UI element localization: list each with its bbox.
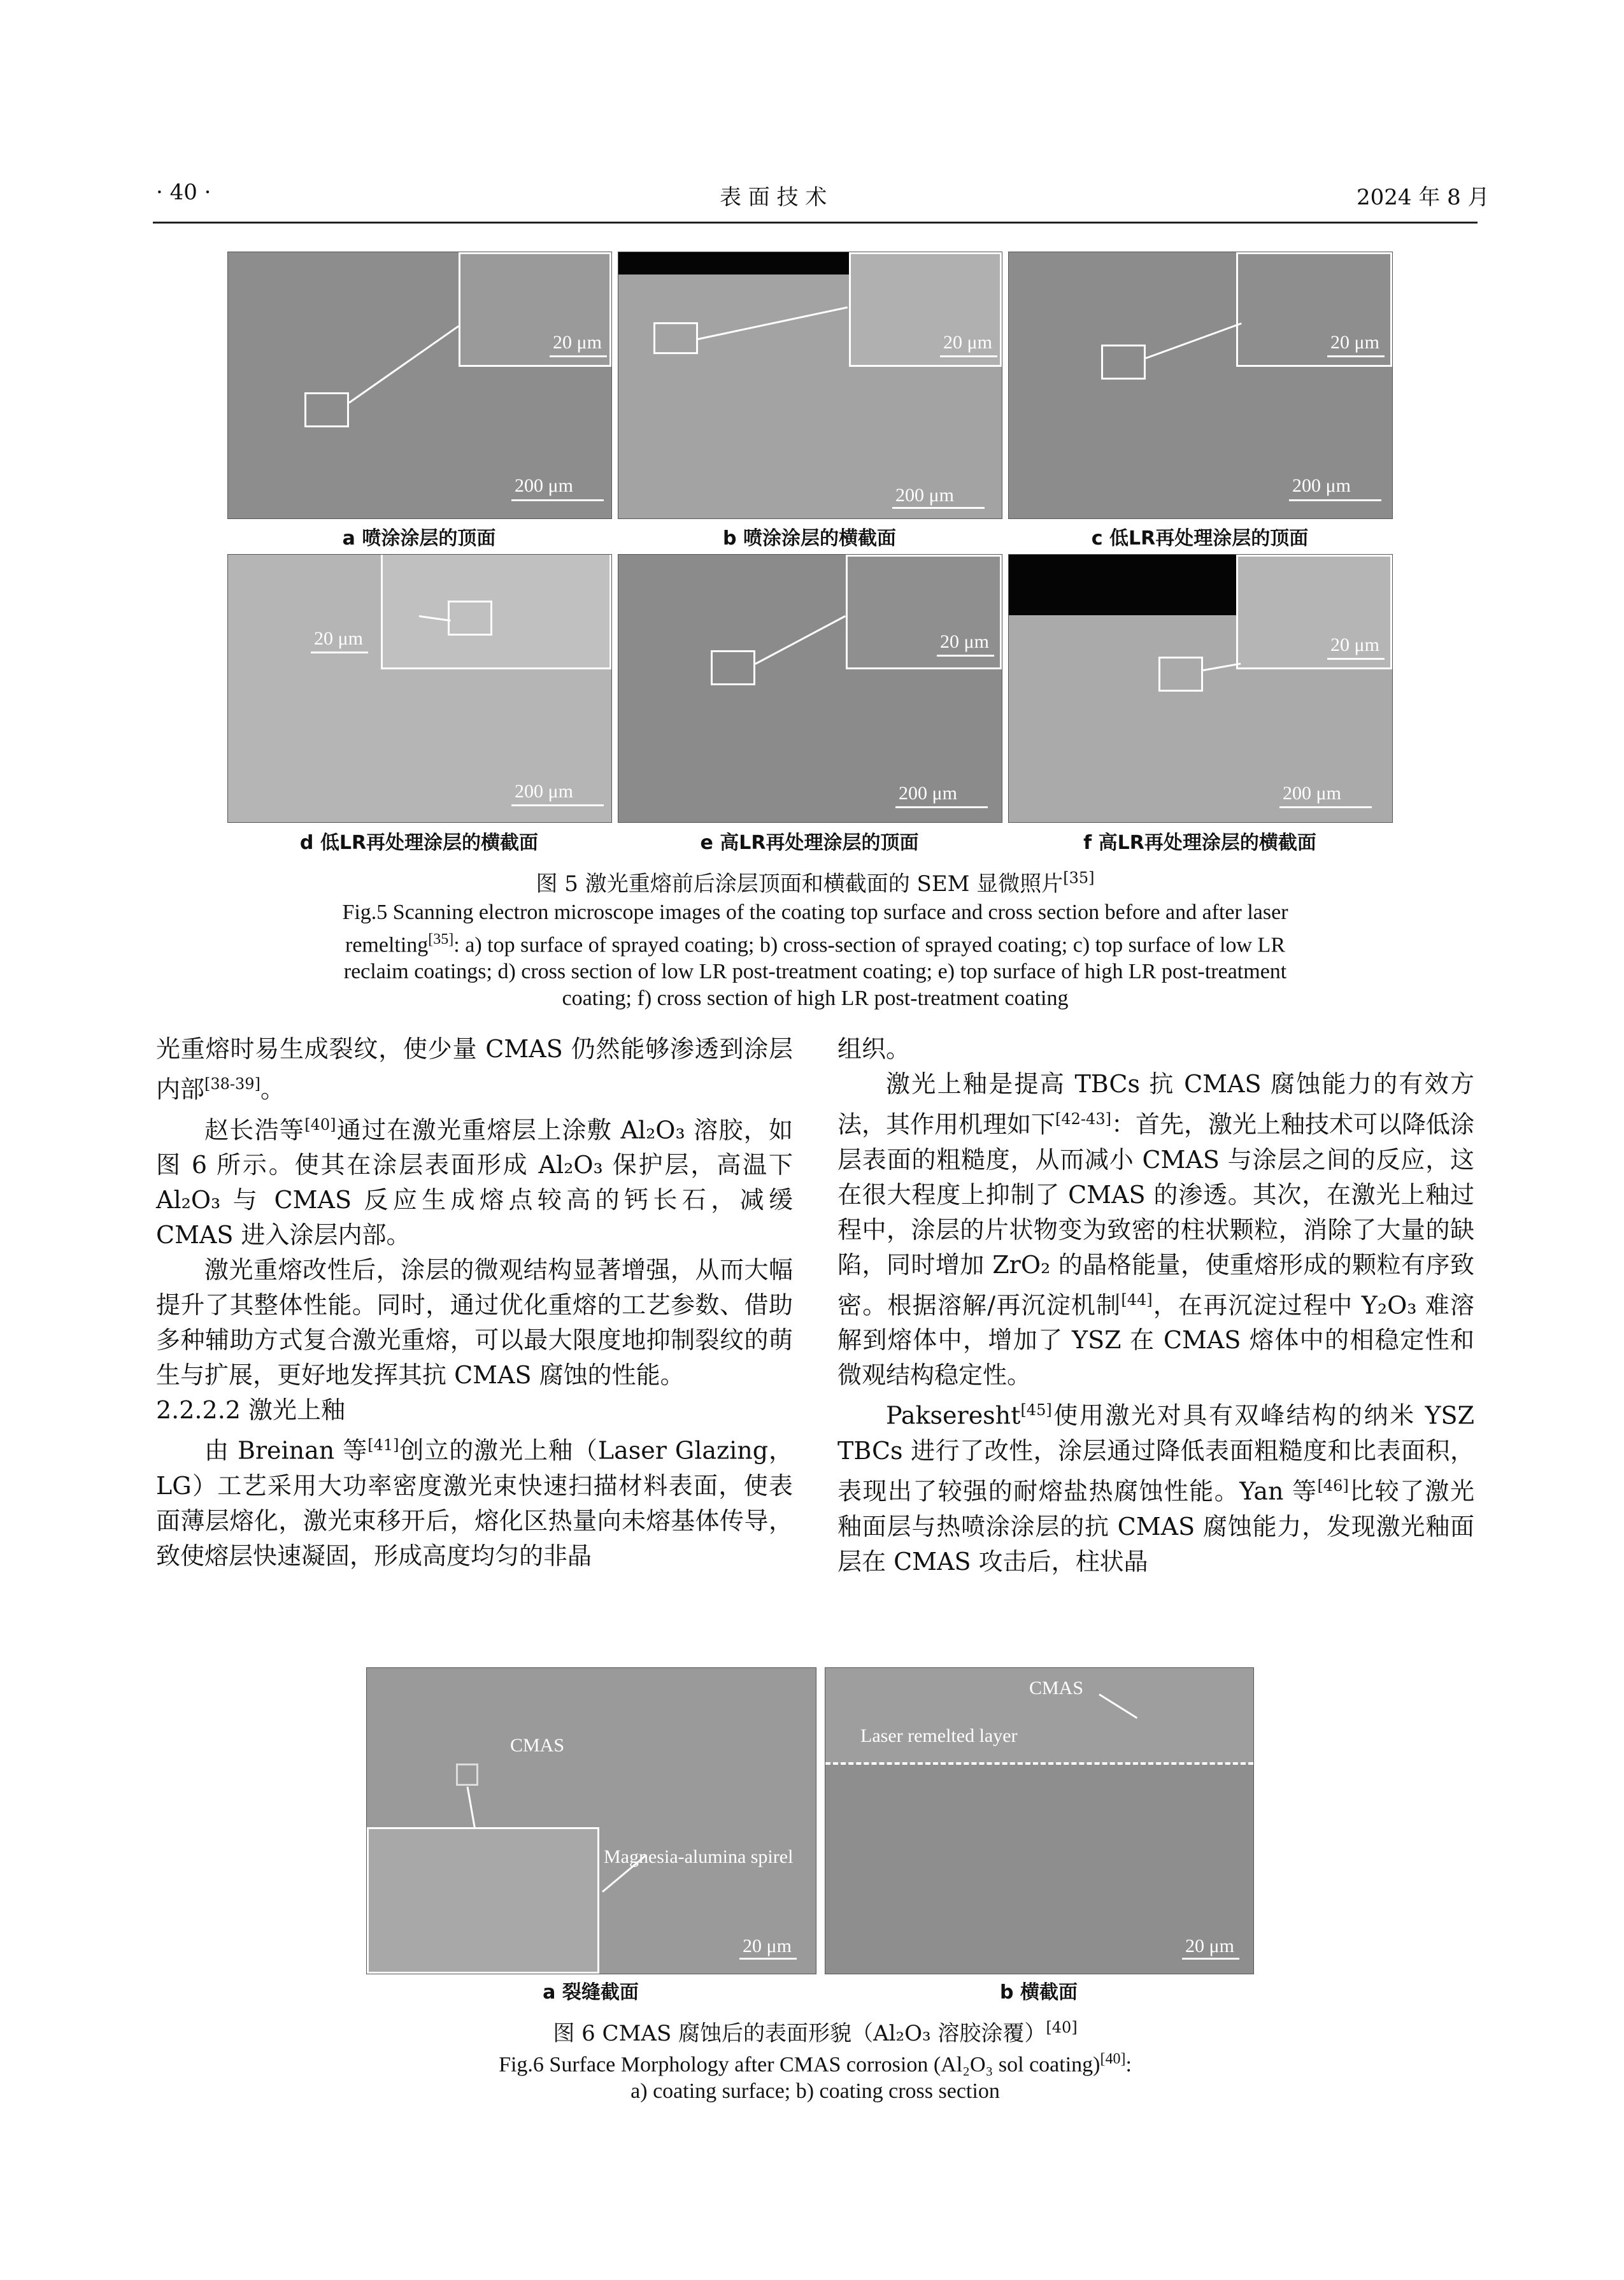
fig5-caption-f: f 高LR再处理涂层的横截面 [1083, 832, 1316, 854]
fig6-image-b: CMAS Laser remelted layer 20 μm [825, 1667, 1254, 1974]
paragraph: 光重熔时易生成裂纹，使少量 CMAS 仍然能够渗透到涂层内部[38-39]。 [156, 1035, 793, 1104]
right-column [837, 1032, 1474, 1579]
sem-image-b: 20 μm 200 μm [618, 252, 1002, 519]
header-rule [153, 222, 1478, 224]
fig6-caption-cn: 图 6 CMAS 腐蚀后的表面形貌（Al₂O₃ 溶胶涂覆）[40] [553, 2018, 1078, 2046]
fig5-caption-e: e 高LR再处理涂层的顶面 [700, 832, 919, 854]
left-column [156, 1032, 793, 1574]
fig5-caption-d: d 低LR再处理涂层的横截面 [299, 832, 539, 854]
page-number: · 40 · [156, 180, 211, 205]
paragraph: 赵长浩等[40]通过在激光重熔层上涂敷 Al₂O₃ 溶胶，如图 6 所示。使其在涂层表面形成 Al₂O₃ 保护层，高温下 Al₂O₃ 与 CMAS 反应生成熔点较高的钙长石，减缓 CMAS 进入涂层内部。 [156, 1115, 793, 1250]
paragraph: Pakseresht[45]使用激光对具有双峰结构的纳米 YSZ TBCs 进行了改性，涂层通过降低表面粗糙度和比表面积，表现出了较强的耐熔盐热腐蚀性能。Yan 等[46]比较了激光釉面层与热喷涂涂层的抗 CMAS 腐蚀能力，发现激光釉面层在 CMAS 攻击后，柱状晶 [837, 1401, 1474, 1576]
sem-image-c: 20 μm 200 μm [1008, 252, 1393, 519]
sem-image-e: 20 μm 200 μm [618, 554, 1002, 823]
sem-image-f: 20 μm 200 μm [1008, 554, 1393, 823]
paragraph: 激光重熔改性后，涂层的微观结构显著增强，从而大幅提升了其整体性能。同时，通过优化重熔的工艺参数、借助多种辅助方式复合激光重熔，可以最大限度地抑制裂纹的萌生与扩展，更好地发挥其抗 CMAS 腐蚀的性能。 [156, 1256, 793, 1390]
issue-date: 2024 年 8 月 [1357, 185, 1490, 210]
fig5-caption-cn: 图 5 激光重熔前后涂层顶面和横截面的 SEM 显微照片[35] [536, 869, 1095, 897]
paragraph: 组织。 [837, 1035, 911, 1063]
paragraph: 激光上釉是提高 TBCs 抗 CMAS 腐蚀能力的有效方法，其作用机理如下[42-43]：首先，激光上釉技术可以降低涂层表面的粗糙度，从而减小 CMAS 与涂层之间的反应，这在很大程度上抑制了 CMAS 的渗透。其次，在激光上釉过程中，涂层的片状物变为致密的柱状颗粒，消除了大量的缺陷，同时增加 ZrO₂ 的晶格能量，使重熔形成的颗粒有序致密。根据溶解/再沉淀机制[44]，在再沉淀过程中 Y₂O₃ 难溶解到熔体中，增加了 YSZ 在 CMAS 熔体中的相稳定性和微观结构稳定性。 [837, 1070, 1474, 1390]
fig6-caption-a: a 裂缝截面 [543, 1981, 639, 2004]
sem-image-a: 20 μm 200 μm [227, 252, 612, 519]
fig6-caption-en: Fig.6 Surface Morphology after CMAS corrosion (Al₂O₃ sol coating)[40]: a) coating surface; b) coating cross section [499, 2051, 1132, 2104]
sem-image-d: 20 μm 200 μm [227, 554, 612, 823]
fig6-image-a: CMAS Magnesia-alumina spirel 20 μm [366, 1667, 816, 1974]
section-heading: 2.2.2.2 激光上釉 [156, 1396, 346, 1425]
paragraph: 由 Breinan 等[41]创立的激光上釉（Laser Glazing，LG）工艺采用大功率密度激光束快速扫描材料表面，使表面薄层熔化，激光束移开后，熔化区热量向未熔基体传导，致使熔层快速凝固，形成高度均匀的非晶 [156, 1436, 793, 1570]
fig5-caption-b: b 喷涂涂层的横截面 [723, 527, 896, 550]
journal-title: 表 面 技 术 [720, 185, 827, 210]
fig5-caption-a: a 喷涂涂层的顶面 [342, 527, 496, 550]
fig5-caption-en: Fig.5 Scanning electron microscope images of the coating top surface and cross section before and after laser remelting[35]: a) top surface of sprayed coating; b) cross-section of sprayed coating; c) top surface of low LR reclaim coatings; d) cross section of low LR post-treatment coating; e) top surface of high LR post-treatment coating; f) cross section of high LR post-treatment coating [342, 901, 1288, 1011]
fig5-caption-c: c 低LR再处理涂层的顶面 [1091, 527, 1309, 550]
fig6-caption-b: b 横截面 [1000, 1981, 1078, 2004]
